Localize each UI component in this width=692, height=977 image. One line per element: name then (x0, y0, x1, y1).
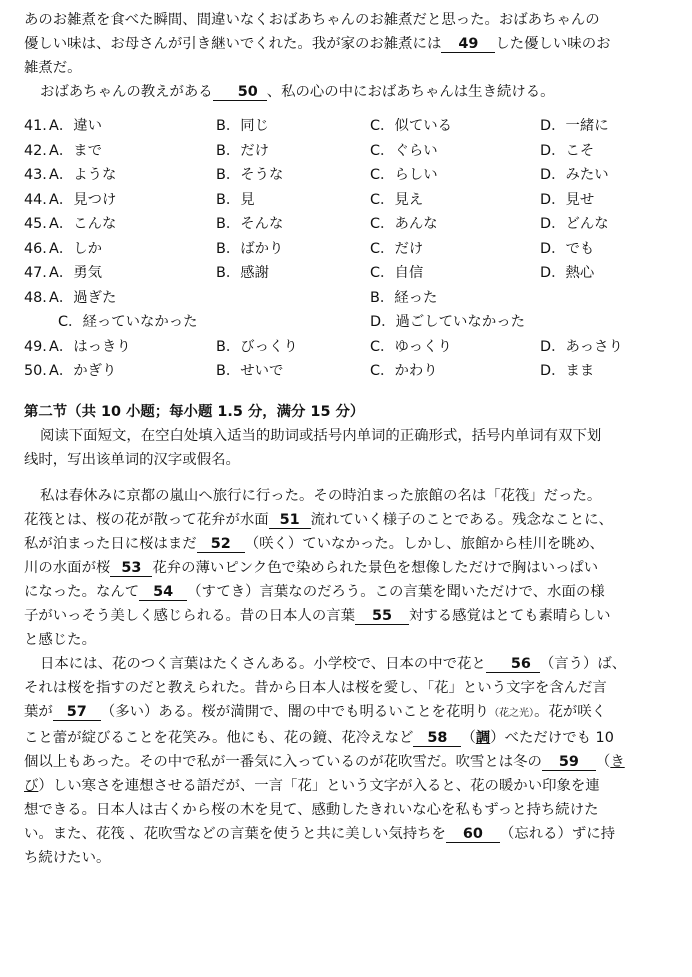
text: 優しい味は、お母さんが引き継いでくれた。我が家のお雑煮には (24, 36, 442, 52)
blank-60: 60 (446, 826, 500, 843)
text: （ (595, 753, 611, 770)
passage-line (24, 580, 666, 604)
option-row-43 (24, 163, 666, 188)
question-number: 49. (24, 338, 47, 355)
blank-56: 56 (486, 656, 540, 673)
option-b: B．感謝 (216, 265, 270, 281)
blank-54: 54 (139, 584, 187, 601)
option-a: A．はっきり (49, 338, 131, 355)
option-d: D．見せ (540, 191, 595, 208)
option-row-50 (24, 359, 666, 384)
blank-49: 49 (441, 36, 495, 53)
text: ）しい寒さを連想させる語だが、一言「花」という文字が入ると、花の暖かい印象を連 (38, 777, 600, 794)
text: になった。なんて (24, 583, 140, 600)
option-b: B．びっくり (216, 338, 298, 355)
option-c: C．自信 (370, 265, 424, 281)
blank-57: 57 (53, 704, 101, 721)
blank-55: 55 (355, 608, 409, 625)
question-number: 45. (24, 216, 47, 232)
text: 子がいっそう美しく感じられる。昔の日本人の言葉 (24, 607, 355, 624)
option-a: A．違い (49, 118, 103, 134)
question-number: 47. (24, 265, 47, 281)
text: 流れていく様子のことである。残念なことに、 (310, 511, 613, 528)
option-d: D．まま (540, 363, 595, 379)
text: い。また、花筏 、花吹雪などの言葉を使うと共に美しい気持ちを (24, 825, 446, 842)
passage-line (24, 750, 666, 774)
blank-50: 50 (213, 84, 267, 101)
option-row-49 (24, 335, 666, 360)
option-d: D．熱心 (540, 265, 595, 281)
text: （言う）ば、 (539, 655, 627, 672)
passage-line (24, 32, 666, 56)
annotation-note: （花之光） (489, 707, 535, 719)
double-underlined-word: び (24, 777, 39, 794)
option-b: B．同じ (216, 118, 270, 134)
option-c: C．経っていなかった (58, 314, 198, 330)
text: おばあちゃんの教えがある (40, 84, 213, 100)
text: 、私の心の中におばあちゃんは生き続ける。 (266, 84, 555, 100)
option-a: A．かぎり (49, 363, 117, 379)
question-number: 43. (24, 167, 47, 183)
option-c: C．かわり (370, 363, 438, 379)
text: ）べただけでも 10 (490, 729, 614, 746)
option-d: D．あっさり (540, 338, 623, 355)
text: （咲く）ていなかった。しかし、旅館から桂川を眺め、 (244, 535, 604, 552)
blank-53: 53 (110, 560, 152, 577)
text: 日本には、花のつく言葉はたくさんある。小学校で、日本の中で花と (40, 655, 486, 672)
passage-line (24, 532, 666, 556)
passage-line (24, 774, 666, 798)
text: 川の水面が桜 (24, 559, 111, 576)
blank-59: 59 (542, 754, 596, 771)
passage-line: 私は春休みに京都の嵐山へ旅行に行った。その時泊まった旅館の名は「花筏」だった。 (40, 487, 602, 504)
option-d: D．みたい (540, 167, 609, 183)
option-row-45 (24, 212, 666, 237)
text: した優しい味のお (495, 36, 611, 52)
option-row-41 (24, 114, 666, 139)
option-row-47 (24, 261, 666, 286)
double-underlined-word: 調 (475, 729, 491, 746)
option-d: D．どんな (540, 216, 609, 232)
passage-line: と感じた。 (24, 631, 96, 648)
option-a: A．勇気 (49, 265, 103, 281)
option-c: C．らしい (370, 167, 438, 183)
passage-line: 想できる。日本人は古くから桜の木を見て、感動したきれいな心を私もずっと持ち続けた (24, 801, 599, 818)
text: 葉が (24, 703, 53, 720)
passage-line: それは桜を指すのだと教えられた。昔から日本人は桜を愛し、「花」という文字を含んだ言 (24, 679, 607, 696)
option-d: D．過ごしていなかった (370, 314, 525, 330)
text: こと蕾が綻びることを花笑み。他にも、花の鏡、花冷えなど (24, 729, 414, 746)
text: 私が泊まった日に桜はまだ (24, 535, 197, 552)
option-c: C．ゆっくり (370, 338, 452, 355)
text: （忘れる）ずに持 (499, 825, 616, 842)
passage-line (24, 726, 666, 750)
option-c: C．ぐらい (370, 142, 438, 159)
option-b: B．そうな (216, 167, 284, 183)
text: 。花が咲く (534, 703, 607, 720)
option-c: C．見え (370, 191, 424, 208)
double-underlined-word: き (610, 753, 625, 770)
section-instruction: 线时，写出该单词的汉字或假名。 (24, 451, 240, 468)
passage-line (24, 556, 666, 580)
answer-options (24, 114, 666, 384)
passage-line (24, 652, 666, 676)
text: （多い）ある。桜が満開で、闇の中でも明るいことを花明り (100, 703, 490, 720)
text: 花弁の薄いピンク色で染められた景色を想像しただけで胸はいっぱい (152, 559, 599, 576)
passage-line (24, 604, 666, 628)
question-number: 42. (24, 142, 47, 159)
passage-2 (24, 484, 666, 870)
blank-51: 51 (269, 512, 311, 529)
blank-52: 52 (197, 536, 245, 553)
option-d: D．一緒に (540, 118, 609, 134)
passage-1 (24, 8, 666, 104)
option-b: B．そんな (216, 216, 284, 232)
text: （すてき）言葉なのだろう。この言葉を聞いただけで、水面の様 (187, 583, 605, 600)
option-b: B．経った (370, 289, 438, 306)
passage-line (24, 508, 666, 532)
option-a: A．こんな (49, 216, 117, 232)
option-d: D．こそ (540, 142, 595, 159)
question-number: 50. (24, 363, 47, 379)
option-row-48 (24, 286, 666, 311)
text: 個以上もあった。その中で私が一番気に入っているのが花吹雪だ。吹雪とは冬の (24, 753, 542, 770)
option-a: A．まで (49, 142, 103, 159)
passage-line: 雑煮だ。 (24, 60, 82, 76)
option-a: A．過ぎた (49, 289, 117, 306)
option-row-48-cont (24, 310, 666, 335)
question-number: 44. (24, 191, 47, 208)
option-b: B．だけ (216, 142, 270, 159)
section-instruction: 阅读下面短文，在空白处填入适当的助词或括号内单词的正确形式，括号内单词有双下划 (40, 427, 602, 444)
option-row-46 (24, 237, 666, 262)
option-c: C．似ている (370, 118, 453, 134)
option-d: D．でも (540, 240, 595, 257)
text: （ (461, 729, 476, 746)
blank-58: 58 (413, 730, 461, 747)
option-a: A．ような (49, 167, 117, 183)
option-c: C．あんな (370, 216, 438, 232)
option-b: B．ばかり (216, 240, 284, 257)
passage-line (24, 80, 666, 104)
text: 花筏とは、桜の花が散って花弁が水面 (24, 511, 269, 528)
option-a: A．しか (49, 240, 103, 257)
option-b: B．見 (216, 191, 255, 208)
passage-line: ち続けたい。 (24, 849, 111, 866)
option-b: B．せいで (216, 363, 284, 379)
section-title: 第二节（共 10 小题；每小题 1.5 分，满分 15 分） (24, 403, 365, 420)
passage-line (24, 822, 666, 846)
question-number: 48. (24, 289, 47, 306)
option-c: C．だけ (370, 240, 424, 257)
option-row-44 (24, 188, 666, 213)
option-row-42 (24, 139, 666, 164)
question-number: 46. (24, 240, 47, 257)
option-a: A．見つけ (49, 191, 117, 208)
text: 対する感覚はとても素晴らしい (409, 607, 611, 624)
passage-line: あのお雑煮を食べた瞬間、間違いなくおばあちゃんのお雑煮だと思った。おばあちゃんの (24, 12, 600, 28)
question-number: 41. (24, 118, 47, 134)
passage-line (24, 700, 666, 726)
